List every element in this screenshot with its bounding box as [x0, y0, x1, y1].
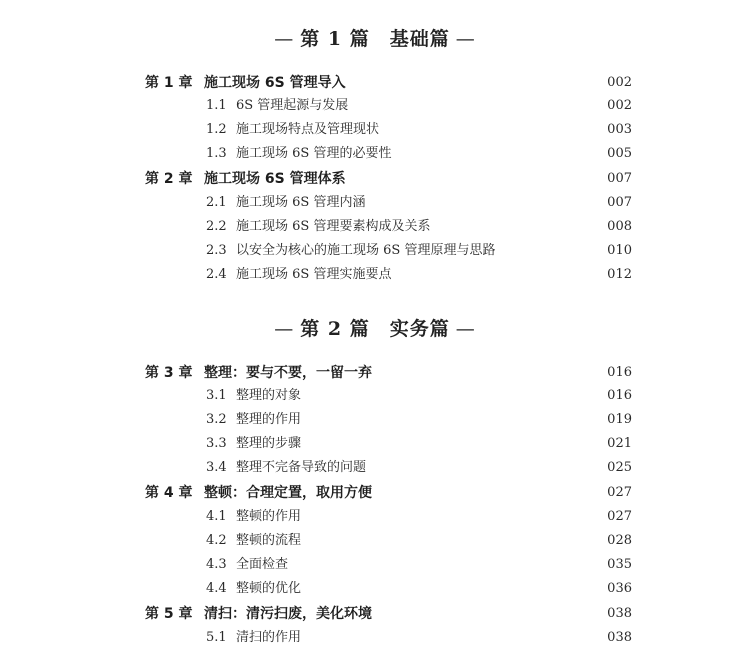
page-number: 005: [607, 146, 632, 161]
toc-section-2-2[interactable]: [0, 216, 750, 238]
part-title-1: [0, 24, 750, 51]
page-number: 021: [607, 436, 632, 451]
page-number: 019: [607, 412, 632, 427]
section-label: 2.4: [206, 267, 227, 282]
part-title-text: 第 2 篇 实务篇: [300, 318, 450, 340]
section-label: 4.2: [206, 533, 227, 548]
chapter-label: 第 4 章: [145, 485, 193, 501]
section-title: 整理的对象: [236, 388, 302, 403]
toc-section-1-1[interactable]: [0, 95, 750, 117]
section-label: 1.2: [206, 122, 227, 137]
section-title: 全面检查: [236, 557, 289, 572]
section-label: 3.1: [206, 388, 227, 403]
page-number: 027: [607, 509, 632, 524]
page-number: 025: [607, 460, 632, 475]
chapter-label: 第 3 章: [145, 365, 193, 381]
toc-chapter-3[interactable]: [0, 362, 750, 384]
toc-section-1-2[interactable]: [0, 119, 750, 141]
dash-left: —: [274, 318, 295, 340]
chapter-title: 整理：要与不要，一留一弃: [204, 365, 372, 381]
page-number: 036: [607, 581, 632, 596]
toc-section-5-1[interactable]: [0, 627, 750, 649]
section-title: 6S 管理起源与发展: [236, 98, 349, 113]
page-number: 007: [607, 195, 632, 210]
section-label: 1.3: [206, 146, 227, 161]
toc-chapter-1[interactable]: [0, 72, 750, 94]
toc-chapter-5[interactable]: [0, 603, 750, 625]
dash-right: —: [455, 28, 476, 50]
section-label: 4.4: [206, 581, 227, 596]
page-number: 016: [607, 388, 632, 403]
toc-section-4-2[interactable]: [0, 530, 750, 552]
toc-section-2-1[interactable]: [0, 192, 750, 214]
section-title: 施工现场 6S 管理内涵: [236, 195, 366, 210]
section-label: 2.3: [206, 243, 227, 258]
section-title: 以安全为核心的施工现场 6S 管理原理与思路: [236, 243, 496, 258]
section-title: 整顿的作用: [236, 509, 302, 524]
part-title-text: 第 1 篇 基础篇: [300, 28, 450, 50]
section-title: 整理的步骤: [236, 436, 302, 451]
section-label: 4.3: [206, 557, 227, 572]
section-title: 整顿的流程: [236, 533, 302, 548]
page-number: 012: [607, 267, 632, 282]
section-label: 4.1: [206, 509, 227, 524]
page-number: 028: [607, 533, 632, 548]
section-label: 2.1: [206, 195, 227, 210]
page-number: 002: [607, 98, 632, 113]
section-title: 施工现场特点及管理现状: [236, 122, 380, 137]
section-label: 3.2: [206, 412, 227, 427]
toc-section-1-3[interactable]: [0, 143, 750, 165]
toc-section-4-4[interactable]: [0, 578, 750, 600]
section-title: 施工现场 6S 管理实施要点: [236, 267, 392, 282]
toc-section-3-1[interactable]: [0, 385, 750, 407]
section-title: 整理不完备导致的问题: [236, 460, 367, 475]
toc-section-2-4[interactable]: [0, 264, 750, 286]
toc-section-4-3[interactable]: [0, 554, 750, 576]
section-title: 施工现场 6S 管理要素构成及关系: [236, 219, 431, 234]
page-number: 007: [607, 171, 632, 186]
dash-left: —: [274, 28, 295, 50]
section-label: 1.1: [206, 98, 227, 113]
toc-section-2-3[interactable]: [0, 240, 750, 262]
page-number: 002: [607, 75, 632, 90]
toc-chapter-2[interactable]: [0, 168, 750, 190]
chapter-title: 清扫：清污扫废，美化环境: [204, 606, 372, 622]
page-number: 003: [607, 122, 632, 137]
page-number: 010: [607, 243, 632, 258]
section-title: 清扫的作用: [236, 630, 302, 645]
section-title: 施工现场 6S 管理的必要性: [236, 146, 392, 161]
toc-section-3-4[interactable]: [0, 457, 750, 479]
part-title-2: [0, 314, 750, 341]
section-label: 3.3: [206, 436, 227, 451]
chapter-title: 施工现场 6S 管理导入: [204, 75, 346, 91]
section-title: 整顿的优化: [236, 581, 302, 596]
toc-section-3-3[interactable]: [0, 433, 750, 455]
page-number: 035: [607, 557, 632, 572]
chapter-label: 第 2 章: [145, 171, 193, 187]
page-number: 008: [607, 219, 632, 234]
page-number: 027: [607, 485, 632, 500]
toc-chapter-4[interactable]: [0, 482, 750, 504]
chapter-title: 整顿：合理定置，取用方便: [204, 485, 372, 501]
dash-right: —: [455, 318, 476, 340]
chapter-title: 施工现场 6S 管理体系: [204, 171, 346, 187]
section-label: 5.1: [206, 630, 227, 645]
page-number: 038: [607, 630, 632, 645]
page-number: 016: [607, 365, 632, 380]
toc-section-4-1[interactable]: [0, 506, 750, 528]
chapter-label: 第 5 章: [145, 606, 193, 622]
section-label: 3.4: [206, 460, 227, 475]
section-title: 整理的作用: [236, 412, 302, 427]
toc-section-3-2[interactable]: [0, 409, 750, 431]
chapter-label: 第 1 章: [145, 75, 193, 91]
page-number: 038: [607, 606, 632, 621]
section-label: 2.2: [206, 219, 227, 234]
